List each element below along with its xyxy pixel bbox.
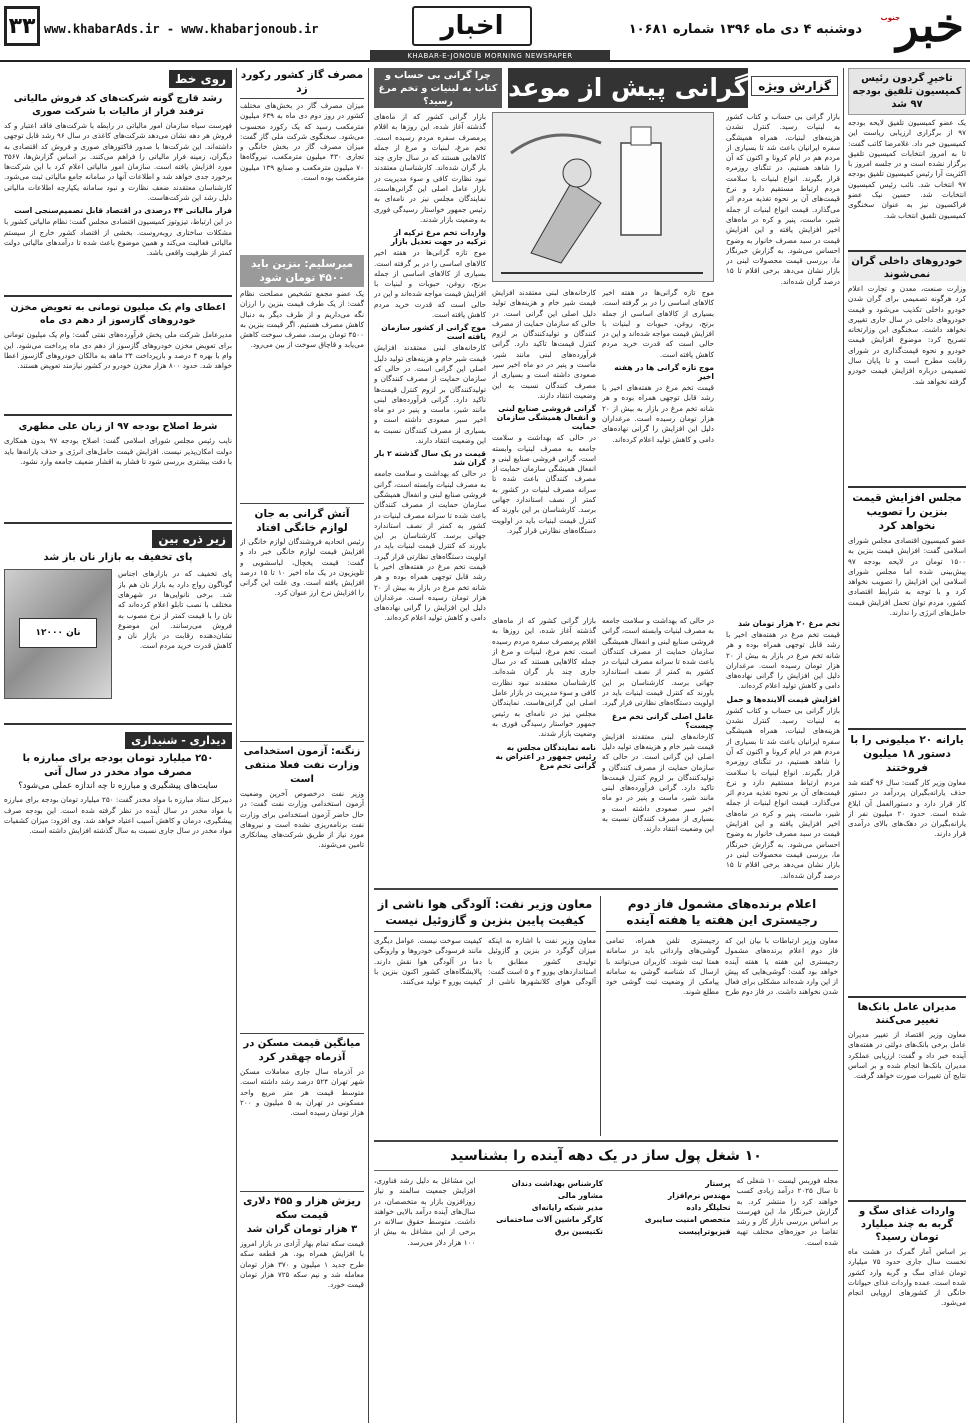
article-body: در حالی که بهداشت و سلامت جامعه به مصرف لبنیات وابسته است، گرانی فروشی صنایع لبنی و انفعال همیشگی سازمان حمایت از مصرف کنندگان باعث شده تا سرانه مصرف لبنیات در کشور به کمتر از نصف استاندارد جهانی برسد. کارشناسان بر این باورند که کنترل قیمت لبنیات باید در اولویت دستگاه‌های نظارتی قرار گیرد. [492,433,596,535]
economy-column [240,68,364,1423]
lead-column-4 [726,616,840,884]
column-divider [236,68,237,1423]
box-label: روی خط [169,70,232,88]
article-body: بر اساس آمار گمرک در هشت ماه نخست سال جاری حدود ۷۵ میلیارد تومان غذای سگ و گربه وارد کشور شده است. عمده واردات غذای حیوانات خانگی از کشورهای اروپایی انجام می‌شود. [848,1247,966,1308]
headline: خودروهای داخلی گران نمی‌شوند [848,250,966,281]
box-label-wrap [4,68,232,88]
headline: معاون وزیر نفت: آلودگی هوا ناشی از کیفیت پایین بنزین و گازوئیل نیست [374,896,596,932]
lead-column-6 [492,616,596,884]
job-item: مهندس نرم‌افزار [667,1191,731,1200]
job-item: مدیر شبکه رایانه‌ای [531,1203,603,1212]
box-label: دیداری - شنیداری [125,732,232,749]
article-body: وزیر نفت درخصوص آخرین وضعیت آزمون استخدامی وزارت نفت گفت: در حال حاضر آزمون استخدامی برای وزارت نفت برنامه‌ریزی نشده است و نیروهای مورد نیاز از طریق شرکت‌های پیمانکاری تامین می‌شوند. [240,789,364,850]
registry-story [606,896,838,1136]
article-body [737,1176,838,1416]
lead-column-3 [602,288,714,613]
article-body: بازار گرانی کشور که از ماه‌های گذشته آغاز شده، این روزها به اقلام پرمصرف سفره مردم رسیده است. تخم مرغ، لبنیات و مرغ از جمله کالاهایی هستند که در سال جاری چند بار گران شده‌اند. کارشناسان معتقدند نبود نظارت کافی و سوء مدیریت در بازار عامل اصلی این گرانی‌هاست. نمایندگان مجلس نیز در نامه‌ای به رئیس جمهور خواستار رسیدگی فوری به وضعیت بازار شدند. [492,616,596,739]
article-intro: مجله فوربس لیست ۱۰ شغلی که تا سال ۲۰۲۵ درآمد زیادی کسب خواهند کرد را منتشر کرد. به گزارش خبرنگار ما، این فهرست بر اساس بررسی بازار کار و رشد تقاضا در حوزه‌های مختلف تهیه شده است. [736,1176,838,1247]
headline: زنگنه: آزمون استخدامی وزارت نفت فعلا منتفی است [240,741,364,787]
price-sign: نان ۱۲۰۰۰ [19,618,97,648]
english-banner: KHABAR-E-JONOUB MORNING NEWSPAPER [370,50,610,62]
subheading: نامه نمایندگان مجلس به رئیس جمهور در اعتراض به گرانی تخم مرغ [495,742,596,770]
article-body: قیمت تخم مرغ در هفته‌های اخیر با رشد قابل توجهی همراه بوده و هر شانه تخم مرغ در بازار به بیش از ۲۰ هزار تومان رسیده است. مرغداران دلیل این افزایش را گرانی نهاده‌های دامی و کاهش تولید اعلام کرده‌اند. [374,561,486,623]
article-body: فهرست سیاه سازمان امور مالیاتی در رابطه با شرکت‌های فاقد اعتبار و کد فروش هر دهه نشان می‌دهد شرکت‌های کاغذی در سال ۹۶ رشد قابل توجهی داشته‌اند. این شرکت‌ها با صدور فاکتورهای صوری و فروش کد اقتصادی به دیگران، زمینه فرار مالیاتی را فراهم می‌کنند. بر اساس گزارش‌ها، ۳۵۶۷ مورد افزایش یافته است. سازمان امور مالیاتی اعلام کرد با این شرکت‌ها برخورد جدی خواهد شد و اطلاعات آنها در سامانه جامع مالیاتی ثبت می‌شود. کارشناسان معتقدند ضعف نظارت و نبود سامانه یکپارچه اطلاعات مالیاتی دلیل رشد این شرکت‌هاست. [4,121,232,203]
section-title: اخبار [412,6,532,46]
page-number: ۳۳ [4,6,40,46]
article-body: بازار گرانی کشور که از ماه‌های گذشته آغاز شده، این روزها به اقلام پرمصرف سفره مردم رسیده است. تخم مرغ، لبنیات و مرغ از جمله کالاهایی هستند که در سال جاری چند بار گران شده‌اند. کارشناسان معتقدند نبود نظارت کافی و سوء مدیریت در بازار عامل اصلی این گرانی‌هاست. نمایندگان مجلس نیز در نامه‌ای به رئیس جمهور خواستار رسیدگی فوری به وضعیت بازار شدند. [374,112,486,224]
article-body: معاون وزیر کار گفت: سال ۹۶ گفته شد حذف یارانه‌بگیران پردرآمد در دستور کار قرار دارد و دستورالعمل آن ابلاغ شده است. حدود ۲۰ میلیون نفر از یارانه‌بگیران در دهک‌های بالای درآمدی قرار دارند. [848,778,966,839]
subheading: فرار مالیاتی ۴۴ درصدی در اقتصاد قابل تصمیم‌سنجی است [14,206,232,216]
lead-column-1 [726,112,840,612]
article-body: در این ارتباط، تیزوتوز کمیسیون اقتصادی مجلس گفت: نظام مالیاتی کشور با مشکلات ساختاری روبه‌روست. بخشی از اقتصاد کشور خارج از سیستم مالیاتی فعالیت می‌کند و همین موضوع باعث شده تا درآمدهای مالیاتی دولت کمتر از ظرفیت واقعی باشد. [4,217,232,258]
jobs-list [609,1176,731,1416]
job-item: کارگر ماشین آلات ساختمانی [496,1215,603,1224]
article-body: قیمت تخم مرغ در هفته‌های اخیر با رشد قابل توجهی همراه بوده و هر شانه تخم مرغ در بازار به بیش از ۲۰ هزار تومان رسیده است. مرغداران دلیل این افزایش را گرانی نهاده‌های دامی و کاهش تولید اعلام کرده‌اند. [602,383,714,444]
article-body: نایب رئیس مجلس شورای اسلامی گفت: اصلاح بودجه ۹۷ بدون همکاری دولت امکان‌پذیر نیست. افزایش قیمت حامل‌های انرژی و حذف یارانه‌ها باید با دقت بیشتری بررسی شود تا فشار به اقشار ضعیف جامعه وارد نشود. [4,436,232,466]
left-column [4,68,232,1423]
jobs-list [481,1176,603,1416]
headline: مجلس افزایش قیمت بنزین را تصویب نخواهد کرد [848,486,966,533]
bottle-neck [631,127,651,145]
article-body: قیمت تخم مرغ در هفته‌های اخیر با رشد قابل توجهی همراه بوده و هر شانه تخم مرغ در بازار به بیش از ۲۰ هزار تومان رسیده است. مرغداران دلیل این افزایش را گرانی نهاده‌های دامی و کاهش تولید اعلام کرده‌اند. [726,630,840,691]
article-body: میزان مصرف گاز در بخش‌های مختلف کشور در روز دوم دی ماه به ۶۳۹ میلیون مترمکعب رسید که یک رکورد محسوب می‌شود. سخنگوی شرکت ملی گاز گفت: میزان مصرف گاز در بخش خانگی و تجاری ۴۳۰ میلیون مترمکعب، نیروگاه‌ها ۷۰ میلیون مترمکعب و صنایع ۱۳۹ میلیون مترمکعب بوده است. [240,101,364,183]
column-divider [600,896,601,1136]
section-divider [374,888,838,890]
article-body: معاون وزیر اقتصاد از تغییر مدیران عامل برخی بانک‌های دولتی در هفته‌های آینده خبر داد و گفت: ارزیابی عملکرد مدیران بانک‌ها انجام شده و بر اساس نتایج آن تغییرات صورت خواهد گرفت. [848,1030,966,1081]
masthead [0,0,970,62]
logo-wordmark: خبر [896,0,964,52]
subheading: موج گرانی از کشور سازمان یافته است [381,323,486,342]
article-body: این مشاغل به دلیل رشد فناوری، افزایش جمعیت سالمند و نیاز روزافزون بازار به متخصصان، در سال‌های آینده درآمد بالایی خواهند داشت. متوسط حقوق سالانه در برخی از این مشاغل به بیش از ۱۰۰ هزار دلار می‌رسد. [374,1176,476,1247]
oil-deputy-story [374,896,596,1136]
website-urls[interactable]: www.khabarAds.ir - www.khabarjonoub.ir [44,22,319,36]
job-item: کارشناس بهداشت دندان [511,1179,603,1188]
lead-column-5 [602,616,714,884]
bread-photo [4,569,112,699]
milk-cartoon-image [492,113,713,282]
box-label: زیر ذره بین [152,530,232,548]
article-body: کارخانه‌های لبنی معتقدند افزایش قیمت شیر خام و هزینه‌های تولید دلیل اصلی این گرانی است. در حالی که سازمان حمایت از مصرف کنندگان و تولیدکنندگان بر لزوم کنترل قیمت‌ها تاکید دارد. گرانی فرآورده‌های لبنی مانند شیر، ماست و پنیر در دو ماه اخیر سیر صعودی داشته است و بسیاری از مصرف کنندگان نسبت به این وضعیت انتقاد دارند. [602,731,714,834]
article-body: موج تازه گرانی‌ها در هفته اخیر کالاهای اساسی را در بر گرفته است. بسیاری از کالاهای اساسی از جمله برنج، روغن، حبوبات و لبنیات با افزایش قیمت مواجه شده‌اند و این در حالی است که قدرت خرید مردم کاهش یافته است. [374,248,486,320]
article-body: یک عضو کمیسیون تلفیق لایحه بودجه ۹۷ از برگزاری ارزیابی ریاست این کمیسیون خبر داد. غلامرضا کاتب گفت: تا به امروز انتخابات کمیسیون تلفیق برگزار نشده است و در جلسه امروز با اکثریت آرا رئیس کمیسیون تلفیق بودجه ۹۷ انتخاب شد. نائب رئیس کمیسیون انتخابات شد. حسین نیک عضو فراکسیون نیز به عنوان سخنگوی کمیسیون تلفیق انتخاب شد. [848,118,966,220]
article-body: یک عضو مجمع تشخیص مصلحت نظام گفت: از یک طرف قیمت بنزین را ارزان نگه می‌داریم و از طرف دیگر به دنبال کاهش مصرف هستیم. اگر قیمت بنزین به ۴۵۰۰ تومان برسد، مصرف سوخت کاهش می‌یابد و قاچاق سوخت از بین می‌رود. [240,289,364,350]
column-divider [368,68,369,1423]
article-body: قیمت سکه تمام بهار آزادی در بازار امروز با افزایش همراه بود. هر قطعه سکه طرح جدید ۱ میلیون و ۳۷۰ هزار تومان معامله شد و نیم سکه ۷۲۵ هزار تومان قیمت خورد. [240,1239,364,1290]
headline: تاخیرِ گردون رئیس کمیسیون تلفیق بودجه ۹۷ شد [848,68,966,115]
logo-subword: جنوب [880,14,900,22]
article-body: کارخانه‌های لبنی معتقدند افزایش قیمت شیر خام و هزینه‌های تولید دلیل اصلی این گرانی است. در حالی که سازمان حمایت از مصرف کنندگان و تولیدکنندگان بر لزوم کنترل قیمت‌ها تاکید دارد. گرانی فرآورده‌های لبنی مانند شیر، ماست و پنیر در دو ماه اخیر سیر صعودی داشته است و بسیاری از مصرف کنندگان نسبت به این وضعیت انتقاد دارند. [374,343,486,446]
article-body: در حالی که بهداشت و سلامت جامعه به مصرف لبنیات وابسته است، گرانی فروشی صنایع لبنی و انفعال همیشگی سازمان حمایت از مصرف کنندگان باعث شده تا سرانه مصرف لبنیات در کشور به کمتر از نصف استاندارد جهانی برسد. کارشناسان بر این باورند که کنترل قیمت لبنیات باید در اولویت دستگاه‌های نظارتی قرار گیرد. [374,469,486,561]
jobs-story [374,1146,838,1422]
headline: ۳ هزار تومان گران شد [246,1224,358,1235]
kicker: گزارش ویژه [751,76,838,96]
subheading: گرانی فروشی صنایع لبنی و انفعال همیشگی سازمان حمایت [496,404,596,432]
headline: واردات غذای سگ و گربه به چند میلیارد تومان رسید؟ [848,1200,966,1244]
article-body: بازار گرانی بی حساب و کتاب کشور به لبنیات رسید. کنترل نشدن هزینه‌های لبنیات، همراه همیشگی سفره ایرانیان باعث شد تا بسیاری از مردم هم در ایام کرونا و اکنون که آن را شاهد هستیم، در تنگنای روزمره قرار بگیرند. انواع لبنیات با سلامت مردم ارتباط مستقیم دارد و نرخ قیمت‌های آن بر نحوه تغذیه مردم اثر می‌گذارد. قیمت انواع لبنیات از جمله شیر، ماست، پنیر و کره در ماه‌های اخیر افزایش یافته و این افزایش قیمت در سبد مصرف خانوار به وضوح احساس می‌شود. به گزارش خبرنگار ما، بررسی قیمت محصولات لبنی در بازار نشان می‌دهد برخی اقلام تا ۱۵ درصد گران شده‌اند. [726,112,840,286]
subheadline: سایت‌های پیشگیری و مبارزه تا چه اندازه عملی می‌شود؟ [18,781,218,792]
headline: ریزش هزار و ۴۵۵ دلاری قیمت سکه [240,1191,364,1223]
headline: آتش گرانی به جان لوازم خانگی افتاد [240,503,364,535]
subheading: تخم مرغ ۲۰ هزار تومان شد [738,619,840,628]
article-body: بازار گرانی بی حساب و کتاب کشور به لبنیات رسید. کنترل نشدن هزینه‌های لبنیات، همراه همیشگی سفره ایرانیان باعث شد تا بسیاری از مردم هم در ایام کرونا و اکنون که آن را شاهد هستیم، در تنگنای روزمره قرار بگیرند. انواع لبنیات با سلامت مردم ارتباط مستقیم دارد و نرخ قیمت‌های آن بر نحوه تغذیه مردم اثر می‌گذارد. قیمت انواع لبنیات از جمله شیر، ماست، پنیر و کره در ماه‌های اخیر افزایش یافته و این افزایش قیمت در سبد مصرف خانوار به وضوح احساس می‌شود. به گزارش خبرنگار ما، بررسی قیمت محصولات لبنی در بازار نشان می‌دهد برخی اقلام تا ۱۵ درصد گران شده‌اند. [726,705,840,880]
article-body: معاون وزیر نفت با اشاره به اینکه میزان گوگرد در بنزین و گازوئیل تولیدی کشور مطابق با استانداردهای یورو ۴ و ۵ است گفت: آلودگی هوای کلانشهرها ناشی از کیفیت سوخت نیست. عوامل دیگری مانند فرسودگی خودروها و وارونگی دما در آلودگی هوا نقش دارند. پالایشگاه‌های کشور اکنون بنزین با کیفیت یورو ۴ تولید می‌کنند. [374,936,596,987]
headline: یارانه ۲۰ میلیونی را با دستور ۱۸ میلیون فروختند [848,728,966,775]
headline: میانگین قیمت مسکن در آذرماه چهقدر کرد [240,1033,364,1065]
headline: اعلام برنده‌های مشمول فاز دوم رجیستری این هفته یا هفته آینده [606,896,838,932]
headline: ۱۰ شغل پول ساز در یک دهه آینده را بشناسید [374,1146,838,1171]
article-body: عضو کمیسیون اقتصادی مجلس شورای اسلامی گفت: افزایش قیمت بنزین به ۱۵۰۰ تومان در لایحه بودجه ۹۷ پیش‌بینی شده اما مجلس شورای اسلامی این افزایش را تصویب نخواهد کرد و با توجه به شرایط اقتصادی کشور، مردم توان تحمل افزایش قیمت حامل‌های انرژی را ندارند. [848,536,966,618]
issue-date: دوشنبه ۴ دی ماه ۱۳۹۶ شماره ۱۰۶۸۱ [628,22,862,37]
illustration [492,112,714,282]
lead-side-title: چرا گرانی بی حساب و کتاب به لبنیات و تخم مرغ رسید؟ [374,68,502,108]
subheading: قیمت در یک سال گذشته ۲ بار گران شد [374,449,486,468]
lead-column-7 [374,112,486,884]
article-body: موج تازه گرانی‌ها در هفته اخیر کالاهای اساسی را در بر گرفته است. بسیاری از کالاهای اساسی از جمله برنج، روغن، حبوبات و لبنیات با افزایش قیمت مواجه شده‌اند و این در حالی است که قدرت خرید مردم کاهش یافته است. [602,288,714,359]
article-body: در حالی که بهداشت و سلامت جامعه به مصرف لبنیات وابسته است، گرانی فروشی صنایع لبنی و انفعال همیشگی سازمان حمایت از مصرف کنندگان باعث شده تا سرانه مصرف لبنیات در کشور به کمتر از نصف استاندارد جهانی برسد. کارشناسان بر این باورند که کنترل قیمت لبنیات باید در اولویت دستگاه‌های نظارتی قرار گیرد. [602,616,714,708]
subheading: افزایش قیمت آلاینده‌ها و حمل [726,694,840,704]
article-body: کارخانه‌های لبنی معتقدند افزایش قیمت شیر خام و هزینه‌های تولید دلیل اصلی این گرانی است. در حالی که سازمان حمایت از مصرف کنندگان و تولیدکنندگان بر لزوم کنترل قیمت‌ها تاکید دارد. گرانی فرآورده‌های لبنی مانند شیر، ماست و پنیر در دو ماه اخیر سیر صعودی داشته است و بسیاری از مصرف کنندگان نسبت به این وضعیت انتقاد دارند. [492,288,596,400]
column-divider [843,68,844,1423]
headline: پای تخفیف به بازار نان باز شد [43,552,193,564]
lead-column-2 [492,288,596,613]
job-item: مشاور مالی [557,1191,603,1200]
job-item: پرستار [705,1179,731,1188]
job-item: تحلیلگر داده [686,1203,731,1212]
headline: مصرف گاز کشور رکورد زد [240,68,364,99]
box-label-wrap [4,522,232,548]
headline: شرط اصلاح بودجه ۹۷ از زبان علی مطهری [4,414,232,433]
article-body: معاون وزیر ارتباطات با بیان این که فاز دوم اعلام برنده‌های مشمول رجیستری این هفته یا هفته آینده خواهد بود گفت: گوشی‌هایی که پیش از این وارد شده‌اند مشکلی برای فعال شدن نخواهند داشت. در فاز دوم طرح رجیستری تلفن همراه، تمامی گوشی‌های وارداتی باید در سامانه همتا ثبت شوند. کاربران می‌توانند با ارسال کد شناسه گوشی به سامانه پیامکی از وضعیت ثبت گوشی خود مطلع شوند. [606,936,838,997]
headline: رشد قارچ گونه شرکت‌های کد فروش مالیاتی ترفند فرار از مالیات با شرکت صوری [13,93,223,117]
headline: اعطای وام یک میلیون تومانی به تعویض مخزن خودروهای گازسوز از دهم دی ماه [4,295,232,327]
headline: ۲۵۰ میلیارد تومان بودجه برای مبارزه با مصرف مواد مخدر در سال آتی [22,753,214,779]
subheading: واردات تخم مرغ ترکیه از ترکیه در جهت تعدیل بازار [390,228,486,247]
article-body: در آذرماه سال جاری معاملات مسکن شهر تهران ۵۲۴ درصد رشد داشته است. متوسط قیمت هر متر مربع واحد مسکونی در تهران به ۵ میلیون و ۲۰۰ هزار تومان رسیده است. [240,1067,364,1118]
job-item: تکنیسین برق [554,1227,603,1236]
article-body: دبیرکل ستاد مبارزه با مواد مخدر گفت: ۲۵۰ میلیارد تومان بودجه برای مبارزه با مواد مخدر در سال آینده در نظر گرفته شده است. این بودجه صرف پیشگیری، درمان و کاهش آسیب اعتیاد خواهد شد. وی افزود: میزان کشفیات مواد مخدر در سال جاری نسبت به سال گذشته افزایش داشته است. [4,795,232,836]
subheading: موج تازه گرانی ها در هفته اخیر [614,363,714,382]
box-label-wrap [4,723,232,749]
job-item: فیزیوتراپیست [678,1227,731,1236]
newspaper-logo [870,0,964,56]
figure-head [563,159,591,187]
lead-title: گرانی پیش از موعد [508,68,748,108]
subheading: عامل اصلی گرانی تخم مرغ چیست؟ [612,711,714,730]
right-news-column [848,68,966,1423]
article-body: پای تخفیف که در بازارهای اجناس گوناگون رواج دارد به بازار نان هم باز شد. برخی نانوایی‌ها در شهرهای مختلف با نصب تابلو اعلام کرده‌اند که نان را با قیمت کمتر از نرخ مصوب به فروش می‌رسانند. این موضوع نشان‌دهنده رقابت در بازار نان و کاهش قدرت خرید مردم است. [118,569,232,651]
milk-bottle [621,143,661,235]
article-body: مدیرعامل شرکت ملی پخش فرآورده‌های نفتی گفت: وام یک میلیون تومانی برای تعویض مخزن خودروهای گازسوز از دهم دی ماه پرداخت می‌شود. این وام با بهره ۴ درصد و بازپرداخت ۲۴ ماهه به مالکان خودروهای گازسوز اعطا خواهد شد. حدود ۸۰۰ هزار مخزن خودرو در کشور نیازمند تعویض هستند. [4,330,232,371]
job-item: متخصص امنیت سایبری [644,1215,731,1224]
section-divider [374,1140,838,1142]
headline: میرسلیم: بنزین باید ۴۵۰۰ تومان شود [240,255,364,287]
article-body: وزارت صنعت، معدن و تجارت اعلام کرد هرگونه تصمیمی برای گران شدن خودرو داخلی تکذیب می‌شود و قیمت خودروهای داخلی در سال جاری تغییری نخواهد داشت. سخنگوی این وزارتخانه تصریح کرد: موضوع افزایش قیمت خودرو و نحوه قیمت‌گذاری در شورای رقابت مطرح است و تا پایان سال تصمیمی درباره افزایش قیمت خودرو گرفته نخواهد شد. [848,284,966,386]
headline: مدیران عامل بانک‌ها تغییر می‌کنند [848,996,966,1027]
article-body: رئیس اتحادیه فروشندگان لوازم خانگی از افزایش قیمت لوازم خانگی خبر داد و گفت: قیمت یخچال، لباسشویی و تلویزیون در یک ماه اخیر ۱۰ تا ۱۵ درصد افزایش یافته است. وی علت این گرانی را افزایش نرخ ارز عنوان کرد. [240,537,364,598]
